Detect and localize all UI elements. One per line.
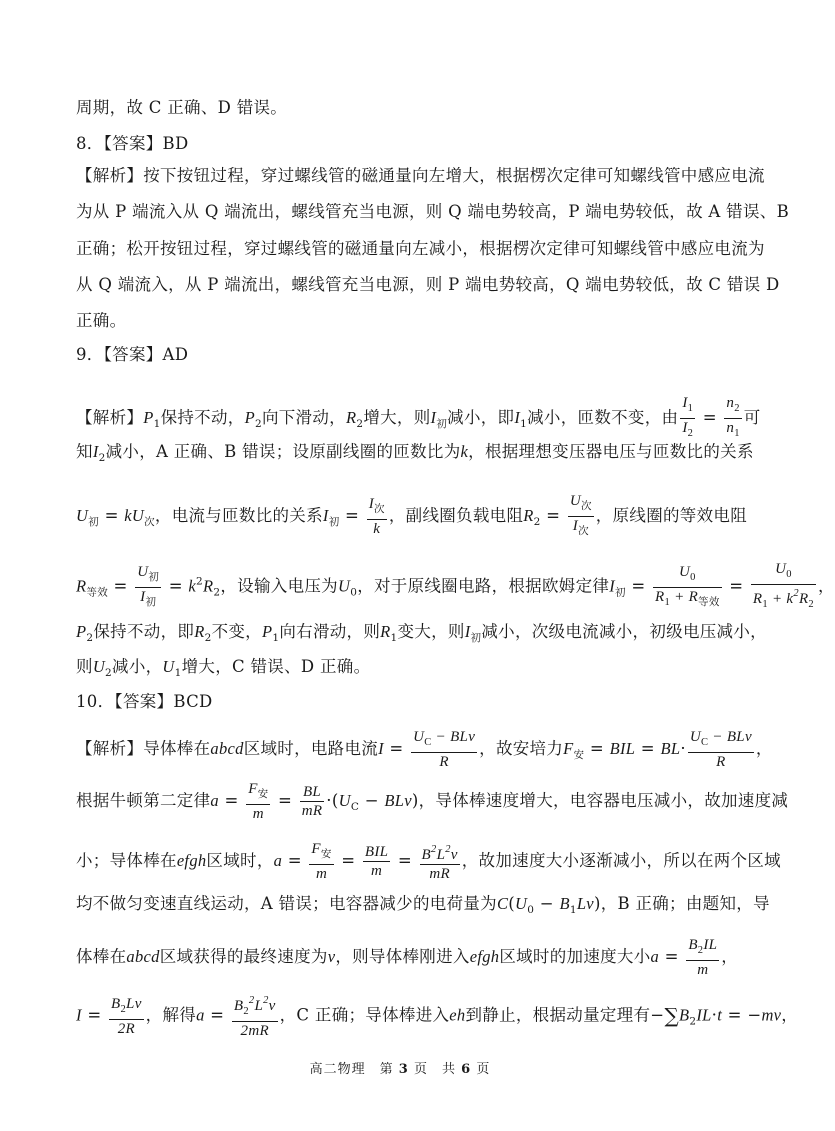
subscript: 安 [573, 749, 585, 761]
page-footer [0, 1058, 800, 1077]
text: 小；导体棒在 [76, 851, 177, 870]
page-number: 3 [398, 1062, 409, 1077]
text: 【解析】 [76, 408, 144, 427]
text-line: 【解析】按下按钮过程，穿过螺线管的磁通量向左增大，根据楞次定律可知螺线管中感应电流 [76, 166, 765, 185]
text: 减小，次级电流减小，初级电压减小， [481, 622, 767, 641]
total-pages: 6 [461, 1062, 472, 1077]
q10-line-5: 体棒在abcd区域获得的最终速度为v，则导体棒刚进入efgh区域时的加速度大小a = $\frac{B_2IL}{m}$ ， [76, 937, 739, 978]
text: ，电流与匝数比的关系 [154, 506, 323, 525]
answer-heading-q9: 9．【答案】AD [76, 345, 189, 364]
q9-line-3: $U_初 = kU_次$，电流与匝数比的关系$I_初$ = $\frac{I_次}{k}$ ，副线圈负载电阻$R_2$ = $\frac{U_次}{I_次}$ ，原线圈的等效电阻 [76, 492, 736, 541]
text: ，B 正确；由题知，导 [600, 894, 770, 913]
text: 向右滑动，则 [279, 622, 381, 641]
text: 减小，A 正确、B 错误；设原副线圈的匝数比为 [105, 442, 461, 461]
text: 可 [743, 408, 761, 427]
text: 变大，则 [397, 622, 465, 641]
fraction: $\frac{\text{BIL}}{m}$ [364, 844, 389, 879]
q10-line-2: 根据牛顿第二定律a = $\frac{F_安}{m}$ = $\frac{BL}{mR}$ $\cdot(U_C - BLv)$，导体棒速度增大，电容器电压减小，故加速度减 [76, 781, 789, 822]
text: ，故安培力 [479, 739, 564, 758]
text: 体棒在 [76, 947, 127, 966]
text: ，副线圈负载电阻 [388, 506, 524, 525]
subscript: 初 [470, 632, 482, 644]
text-line: 正确；松开按钮过程，穿过螺线管的磁通量向左减小，根据楞次定律可知螺线管中感应电流为 [76, 239, 765, 258]
q9-line-1: 【解析】$P_1$保持不动，$P_2$向下滑动，$R_2$增大，则$I_初$减小，即$I_1$减小，匝数不变，由 $\frac{I_1}{I_2}$ = $\frac{n_2}{n_1}$ 可 [76, 394, 736, 443]
text: ，故加速度大小逐渐减小，所以在两个区域 [461, 851, 781, 870]
subscript: 初 [328, 516, 340, 528]
fraction: $\frac{U_C - BLv}{R}$ [689, 729, 752, 770]
region-label: abcd [126, 947, 160, 966]
text: ，设输入电压为 [220, 576, 338, 596]
text: 保持不动， [160, 408, 245, 427]
answer-heading-q8: 8．【答案】BD [76, 134, 189, 153]
text: 增大，C 错误、D 正确。 [181, 657, 371, 676]
region-label: abcd [210, 739, 244, 758]
text: 区域时的加速度大小 [499, 947, 651, 966]
text: ，解得 [145, 1005, 197, 1025]
region-label: efgh [176, 851, 207, 870]
region-label: efgh [469, 947, 500, 966]
text: ，则导体棒刚进入 [335, 947, 470, 966]
q10-line-3: 小；导体棒在efgh区域时，a = $\frac{F_安}{m}$ = $\frac{\text{BIL}}{m}$ = $\frac{B^2L^2v}{mR}$ ，故加速度大小逐渐减小，所以在两个区域 [76, 841, 781, 882]
text-line: 正确。 [76, 311, 127, 330]
subscript: 安 [320, 849, 332, 860]
text: 【解析】导体棒在 [76, 739, 211, 758]
subscript: 初 [88, 516, 100, 528]
subscript: 次 [580, 501, 592, 512]
text: ，根据理想变压器电压与匝数比的关系 [468, 442, 754, 461]
fraction: $\frac{U_0}{R_1 + R_{等效}}$ [653, 563, 722, 612]
q9-line-6: 则$U_2$减小，$U_1$增大，C 错误、D 正确。 [76, 657, 371, 679]
fraction: $\frac{B_2^2L^2v}{2mR}$ [233, 995, 276, 1039]
text: 增大，则 [363, 408, 431, 427]
text: 向下滑动， [261, 408, 346, 427]
subscript: 次 [374, 504, 385, 515]
text: 根据牛顿第二定律 [76, 791, 211, 810]
subscript: 等效 [86, 586, 108, 599]
text: 则 [76, 657, 93, 676]
fraction: $\frac{I_1}{I_2}$ [680, 394, 695, 443]
fraction: $\frac{B_2Lv}{2R}$ [111, 995, 142, 1037]
fraction: $\frac{U_初}{I_初}$ [135, 563, 161, 612]
text: 减小， [112, 657, 163, 676]
text: ，对于原线圈电路，根据欧姆定律 [357, 576, 610, 596]
fraction: $\frac{F_安}{m}$ [311, 841, 332, 882]
answer-heading-q10: 10．【答案】BCD [76, 692, 213, 711]
footer-text: 页 共 [413, 1062, 456, 1077]
text-line: 从 Q 端流入，从 P 端流出，螺线管充当电源，则 P 端电势较高，Q 端电势较低，故 C 错误 D [76, 275, 780, 294]
q10-line-1: 【解析】导体棒在abcd区域时，电路电流I = $\frac{U_C - BLv}{R}$ ，故安培力$F_安$ = BIL = BL· $\frac{U_C - BLv}{R}$ ， [76, 729, 773, 770]
fraction: $\frac{U_C - BLv}{R}$ [413, 729, 476, 770]
text: 区域时， [206, 851, 274, 870]
text: ，原线圈的等效电阻 [595, 506, 747, 525]
text: ，导体棒速度增大，电容器电压减小，故加速度减 [418, 791, 789, 810]
q9-line-4: $R_{等效}$ = $\frac{U_初}{I_初}$ = $k^2R_2$，设输入电压为$U_0$，对于原线圈电路，根据欧姆定律$I_初$ = $\frac{U_0}{R_1 + R_{等效}}$ = $\frac{U_0}{R_1 + k^2R_2}$ ， [76, 560, 736, 614]
text: 减小，即 [447, 408, 515, 427]
text: ，C 正确；导体棒进入 [279, 1005, 450, 1025]
text: 到静止，根据动量定理有 [465, 1005, 651, 1025]
q10-line-4: 均不做匀变速直线运动，A 错误；电容器减少的电荷量为$C(U_0 - B_1Lv)$，B 正确；由题知，导 [76, 894, 770, 916]
q9-line-2: 知$I_2$减小，A 正确、B 错误；设原副线圈的匝数比为k，根据理想变压器电压与匝数比的关系 [76, 442, 754, 464]
subscript: 次 [144, 516, 155, 528]
fraction: $\frac{I_次}{k}$ [368, 496, 385, 537]
text: 区域时，电路电流 [243, 739, 379, 758]
subscript: 安 [257, 789, 269, 800]
subscript: 初 [148, 571, 160, 583]
text: 知 [76, 442, 93, 461]
fraction: $\frac{n_2}{n_1}$ [724, 394, 741, 443]
text: 均不做匀变速直线运动，A 错误；电容器减少的电荷量为 [76, 894, 497, 913]
text: 减小，匝数不变，由 [527, 408, 679, 427]
q10-line-6: I = $\frac{B_2Lv}{2R}$ ，解得a = $\frac{B_2^2L^2v}{2mR}$ ，C 正确；导体棒进入eh到静止，根据动量定理有$-\sum B_2IL\cdot t = -mv$， [76, 992, 736, 1040]
text: 不变， [211, 622, 262, 641]
text-line: 为从 P 端流入从 Q 端流出，螺线管充当电源，则 Q 端电势较高，P 端电势较低，故 A 错误、B [76, 202, 790, 221]
fraction: $\frac{U_0}{R_1 + k^2R_2}$ [751, 560, 816, 614]
text: 区域获得的最终速度为 [159, 947, 328, 966]
subscript: 初 [614, 586, 626, 599]
text: 保持不动，即 [93, 622, 195, 641]
text-line: 周期，故 C 正确、D 错误。 [76, 98, 288, 117]
fraction: $\frac{BL}{mR}$ [301, 784, 323, 819]
fraction: $\frac{F_安}{m}$ [248, 781, 269, 822]
fraction: $\frac{U_次}{I_次}$ [568, 492, 594, 541]
fraction: $\frac{B_2IL}{m}$ [688, 937, 718, 978]
segment-label: eh [449, 1005, 466, 1025]
subscript: 等效 [698, 596, 720, 608]
subscript: 初 [436, 418, 448, 430]
subscript: 次 [578, 526, 589, 537]
footer-text: 高二物理 第 [309, 1062, 394, 1077]
subscript: 初 [145, 596, 157, 608]
fraction: $\frac{B^2L^2v}{mR}$ [421, 843, 458, 882]
footer-text: 页 [476, 1062, 491, 1077]
q9-line-5: $P_2$保持不动，即$R_2$不变，$P_1$向右滑动，则$R_1$变大，则$I_初$减小，次级电流减小，初级电压减小， [76, 622, 767, 644]
